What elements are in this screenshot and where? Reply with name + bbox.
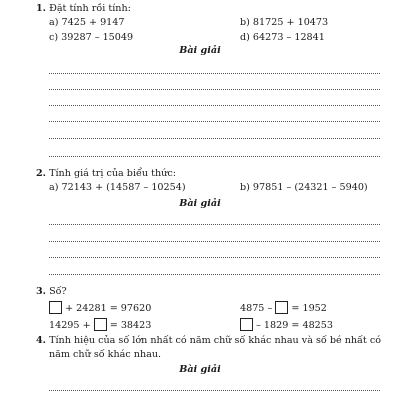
- answer-line[interactable]: [49, 224, 380, 225]
- q2-solution-heading: Bài giải: [179, 198, 221, 209]
- equation-text: = 38423: [109, 320, 152, 331]
- q1-number: 1.: [36, 3, 47, 14]
- q3-equation-1: [49, 301, 151, 315]
- answer-line[interactable]: [49, 73, 380, 74]
- q4-number: 4.: [36, 335, 47, 346]
- answer-line[interactable]: [49, 121, 380, 122]
- q1-item-a: a) 7425 + 9147: [49, 17, 125, 28]
- equation-text: + 24281 = 97620: [65, 303, 152, 314]
- q2-title: Tính giá trị của biểu thức:: [49, 168, 176, 179]
- q2-item-b: b) 97851 – (24321 – 5940): [240, 182, 368, 193]
- q4-text-line-1: Tính hiệu của số lớn nhất có năm chữ số khác nhau và số bé nhất có: [49, 335, 381, 346]
- q3-equation-4: [240, 318, 333, 332]
- equation-text: = 1952: [291, 303, 327, 314]
- answer-box[interactable]: [240, 318, 253, 331]
- q4-text-line-2: năm chữ số khác nhau.: [49, 349, 162, 360]
- q2-heading: [36, 168, 176, 180]
- q2-number: 2.: [36, 168, 47, 179]
- q1-solution-heading: Bài giải: [179, 45, 221, 56]
- equation-text: 14295 +: [49, 320, 91, 331]
- answer-box[interactable]: [49, 301, 62, 314]
- q3-equation-2: [240, 301, 327, 315]
- answer-box[interactable]: [275, 301, 288, 314]
- answer-line[interactable]: [49, 241, 380, 242]
- q3-number: 3.: [36, 286, 47, 297]
- q4-heading: [36, 335, 381, 347]
- answer-line[interactable]: [49, 390, 380, 391]
- answer-box[interactable]: [94, 318, 107, 331]
- q1-item-d: d) 64273 – 12841: [240, 32, 325, 43]
- q1-item-b: b) 81725 + 10473: [240, 17, 329, 28]
- q1-heading: [36, 3, 131, 15]
- q3-heading: [36, 286, 67, 298]
- answer-line[interactable]: [49, 274, 380, 275]
- answer-line[interactable]: [49, 257, 380, 258]
- q4-solution-heading: Bài giải: [179, 364, 221, 375]
- answer-line[interactable]: [49, 156, 380, 157]
- equation-text: 4875 –: [240, 303, 273, 314]
- answer-line[interactable]: [49, 105, 380, 106]
- answer-line[interactable]: [49, 89, 380, 90]
- q1-title: Đặt tính rồi tính:: [49, 3, 131, 14]
- q3-title: Số?: [49, 286, 67, 297]
- equation-text: – 1829 = 48253: [256, 320, 333, 331]
- q1-item-c: c) 39287 – 15049: [49, 32, 134, 43]
- q3-equation-3: [49, 318, 151, 332]
- q2-item-a: a) 72143 + (14587 – 10254): [49, 182, 186, 193]
- answer-line[interactable]: [49, 138, 380, 139]
